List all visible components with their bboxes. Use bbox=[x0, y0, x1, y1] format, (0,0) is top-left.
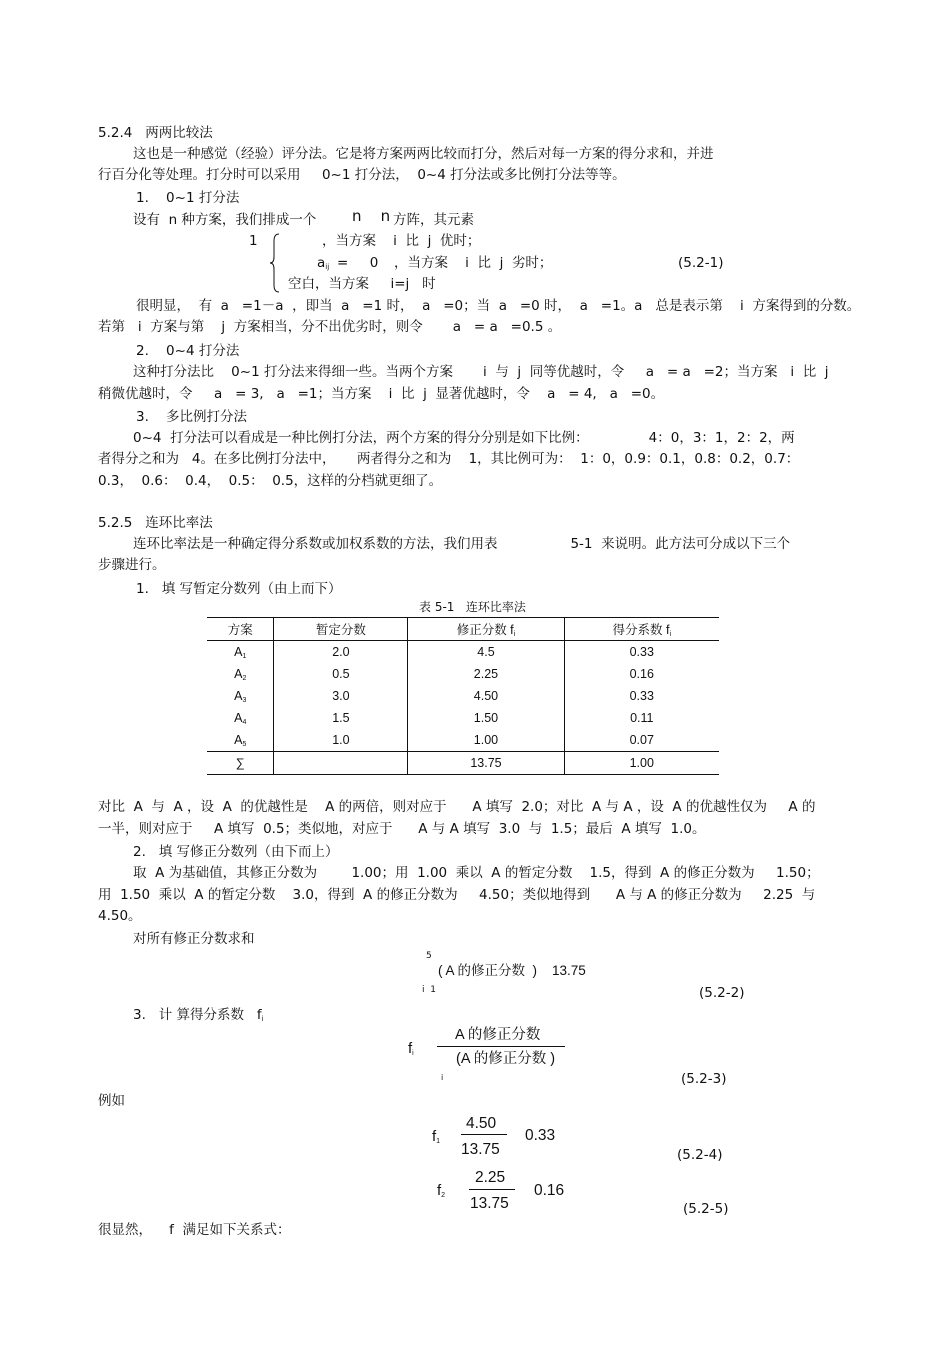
column-header: 修正分数 $f_i$ bbox=[408, 618, 564, 641]
paragraph-line: 一半，则对应于 A 填写 0.5；类似地，对应于 A 与 A 填写 3.0 与 1.5；最后 A 填写 1.0。 bbox=[98, 821, 706, 837]
table-cell: 13.75 bbox=[408, 752, 564, 775]
table-cell: 0.07 bbox=[564, 729, 719, 752]
table-cell bbox=[274, 752, 408, 775]
formula-numerator: 4.50 bbox=[466, 1115, 497, 1132]
table-cell: $A_4$ bbox=[234, 710, 247, 726]
column-header: 方案 bbox=[207, 618, 274, 641]
paragraph-line: 用 1.50 乘以 A 的暂定分数 3.0，得到 A 的修正分数为 4.50；类似地得到 A 与 A 的修正分数为 2.25 与 bbox=[98, 887, 816, 903]
fraction-bar bbox=[437, 1046, 565, 1047]
equation-number: (5.2-1) bbox=[678, 255, 724, 271]
chain-ratio-table bbox=[207, 617, 719, 775]
sum-symbol: ∑ bbox=[207, 752, 274, 775]
case-condition: ，当方案 i 比 j 劣时； bbox=[394, 255, 553, 271]
formula-lhs: $f_i$ bbox=[408, 1040, 414, 1057]
table-cell: 0.33 bbox=[564, 685, 719, 707]
method-title-0-4: 2. 0~4 打分法 bbox=[136, 343, 240, 359]
table-cell: $A_1$ bbox=[234, 644, 247, 660]
method-title-multi: 3. 多比例打分法 bbox=[136, 409, 248, 425]
table-cell: 4.5 bbox=[408, 641, 564, 664]
table-cell: 4.50 bbox=[408, 685, 564, 707]
table-cell: 1.5 bbox=[274, 707, 408, 729]
section-heading-5-2-5: 5.2.5 连环比率法 bbox=[98, 515, 213, 531]
sum-lower-limit: i 1 bbox=[422, 985, 436, 995]
method-title-0-1: 1. 0~1 打分法 bbox=[136, 190, 240, 206]
fraction-bar bbox=[469, 1189, 515, 1190]
table-caption: 表 5-1 连环比率法 bbox=[419, 600, 526, 614]
case-condition: ，当方案 i 比 j 优时； bbox=[322, 233, 481, 249]
formula-denominator: 13.75 bbox=[470, 1195, 509, 1212]
fraction-bar bbox=[461, 1134, 507, 1135]
table-cell: 0.11 bbox=[564, 707, 719, 729]
paragraph-line: 稍微优越时，令 a = 3, a =1；当方案 i 比 j 显著优越时，令 a = 4, a =0。 bbox=[98, 386, 665, 402]
case-value: = 0 bbox=[337, 255, 379, 271]
step-title-1: 1. 填 写暂定分数列（由上而下） bbox=[136, 581, 342, 597]
paragraph-line: 对所有修正分数求和 bbox=[133, 931, 255, 947]
table-row bbox=[207, 663, 719, 685]
formula-lhs: $f_1$ bbox=[432, 1128, 441, 1145]
table-row bbox=[207, 707, 719, 729]
formula-denominator: 13.75 bbox=[461, 1141, 500, 1158]
table-row bbox=[207, 685, 719, 707]
section-heading-5-2-4: 5.2.4 两两比较法 bbox=[98, 125, 213, 141]
paragraph-line: 者得分之和为 4。在多比例打分法中， 两者得分之和为 1，其比例可为： 1：0，0.9：0.1，0.8：0.2，0.7： bbox=[98, 451, 800, 467]
table-cell: 0.16 bbox=[564, 663, 719, 685]
case-variable: $a_{ij}$ bbox=[317, 255, 330, 271]
table-cell: 1.00 bbox=[408, 729, 564, 752]
paragraph-line: 方阵，其元素 bbox=[393, 212, 474, 228]
sum-index: i bbox=[441, 1073, 444, 1082]
paragraph-line: 例如 bbox=[98, 1093, 125, 1109]
table-cell: 1.00 bbox=[564, 752, 719, 775]
paragraph-line: 很显然， f 满足如下关系式： bbox=[98, 1222, 291, 1238]
table-cell: $A_2$ bbox=[234, 666, 247, 682]
paragraph-line: 这也是一种感觉（经验）评分法。它是将方案两两比较而打分，然后对每一方案的得分求和，并进 bbox=[133, 146, 714, 162]
paragraph-line: 对比 A 与 A ，设 A 的优越性是 A 的两倍，则对应于 A 填写 2.0；对比 A 与 A ，设 A 的优越性仅为 A 的 bbox=[98, 799, 816, 815]
sum-formula: ( A 的修正分数 ) 13.75 bbox=[438, 963, 586, 978]
paragraph-line: 连环比率法是一种确定得分系数或加权系数的方法，我们用表 5-1 来说明。此方法可分成以下三个 bbox=[133, 536, 791, 552]
formula-numerator: 2.25 bbox=[475, 1169, 506, 1186]
table-cell: 0.5 bbox=[274, 663, 408, 685]
left-brace-icon bbox=[270, 233, 280, 293]
paragraph-line: 设有 n 种方案，我们排成一个 bbox=[133, 212, 317, 228]
column-header: 暂定分数 bbox=[274, 618, 408, 641]
paragraph-line: 这种打分法比 0~1 打分法来得细一些。当两个方案 i 与 j 同等优越时，令 a = a =2；当方案 i 比 j bbox=[133, 364, 829, 380]
case-value: 1 bbox=[249, 233, 258, 249]
table-cell: 1.0 bbox=[274, 729, 408, 752]
table-cell: 2.0 bbox=[274, 641, 408, 664]
table-row bbox=[207, 641, 719, 664]
formula-denominator: (A 的修正分数 ) bbox=[456, 1051, 556, 1067]
paragraph-line: 0.3， 0.6： 0.4， 0.5： 0.5，这样的分档就更细了。 bbox=[98, 473, 443, 489]
table-header-row bbox=[207, 618, 719, 641]
paragraph-line: 行百分化等处理。打分时可以采用 0~1 打分法， 0~4 打分法或多比例打分法等等。 bbox=[98, 167, 626, 183]
matrix-size: n n bbox=[352, 207, 391, 225]
table-cell: 2.25 bbox=[408, 663, 564, 685]
paragraph-line: 很明显， 有 a =1－a ，即当 a =1 时， a =0；当 a =0 时， a =1。a 总是表示第 i 方案得到的分数。 bbox=[136, 298, 861, 314]
column-header: 得分系数 $f_i$ bbox=[564, 618, 719, 641]
sum-upper-limit: 5 bbox=[426, 951, 432, 961]
paragraph-line: 步骤进行。 bbox=[98, 557, 166, 573]
table-cell: $A_3$ bbox=[234, 688, 247, 704]
step-title-2: 2. 填 写修正分数列（由下而上） bbox=[133, 844, 339, 860]
formula-lhs: $f_2$ bbox=[437, 1182, 446, 1199]
paragraph-line: 取 A 为基础值，其修正分数为 1.00；用 1.00 乘以 A 的暂定分数 1.5，得到 A 的修正分数为 1.50； bbox=[133, 865, 820, 881]
step-title-3: 3. 计 算得分系数 $f_i$ bbox=[133, 1007, 264, 1023]
paragraph-line: 0~4 打分法可以看成是一种比例打分法，两个方案的得分分别是如下比例： 4：0，3：1，2：2，两 bbox=[133, 430, 795, 446]
formula-value: 0.16 bbox=[534, 1182, 565, 1199]
equation-number: (5.2-4) bbox=[677, 1147, 723, 1163]
paragraph-line: 若第 i 方案与第 j 方案相当，分不出优劣时，则令 a = a =0.5 。 bbox=[98, 319, 562, 335]
table-cell: $A_5$ bbox=[234, 732, 247, 748]
equation-number: (5.2-2) bbox=[699, 985, 745, 1001]
case-condition: 空白，当方案 i=j 时 bbox=[288, 276, 436, 292]
table-cell: 1.50 bbox=[408, 707, 564, 729]
formula-numerator: A 的修正分数 bbox=[455, 1027, 541, 1043]
table-cell: 3.0 bbox=[274, 685, 408, 707]
table-row bbox=[207, 729, 719, 752]
table-sum-row bbox=[207, 752, 719, 775]
paragraph-line: 4.50。 bbox=[98, 908, 142, 924]
formula-value: 0.33 bbox=[525, 1127, 556, 1144]
equation-number: (5.2-5) bbox=[683, 1201, 729, 1217]
table-cell: 0.33 bbox=[564, 641, 719, 664]
equation-number: (5.2-3) bbox=[681, 1071, 727, 1087]
